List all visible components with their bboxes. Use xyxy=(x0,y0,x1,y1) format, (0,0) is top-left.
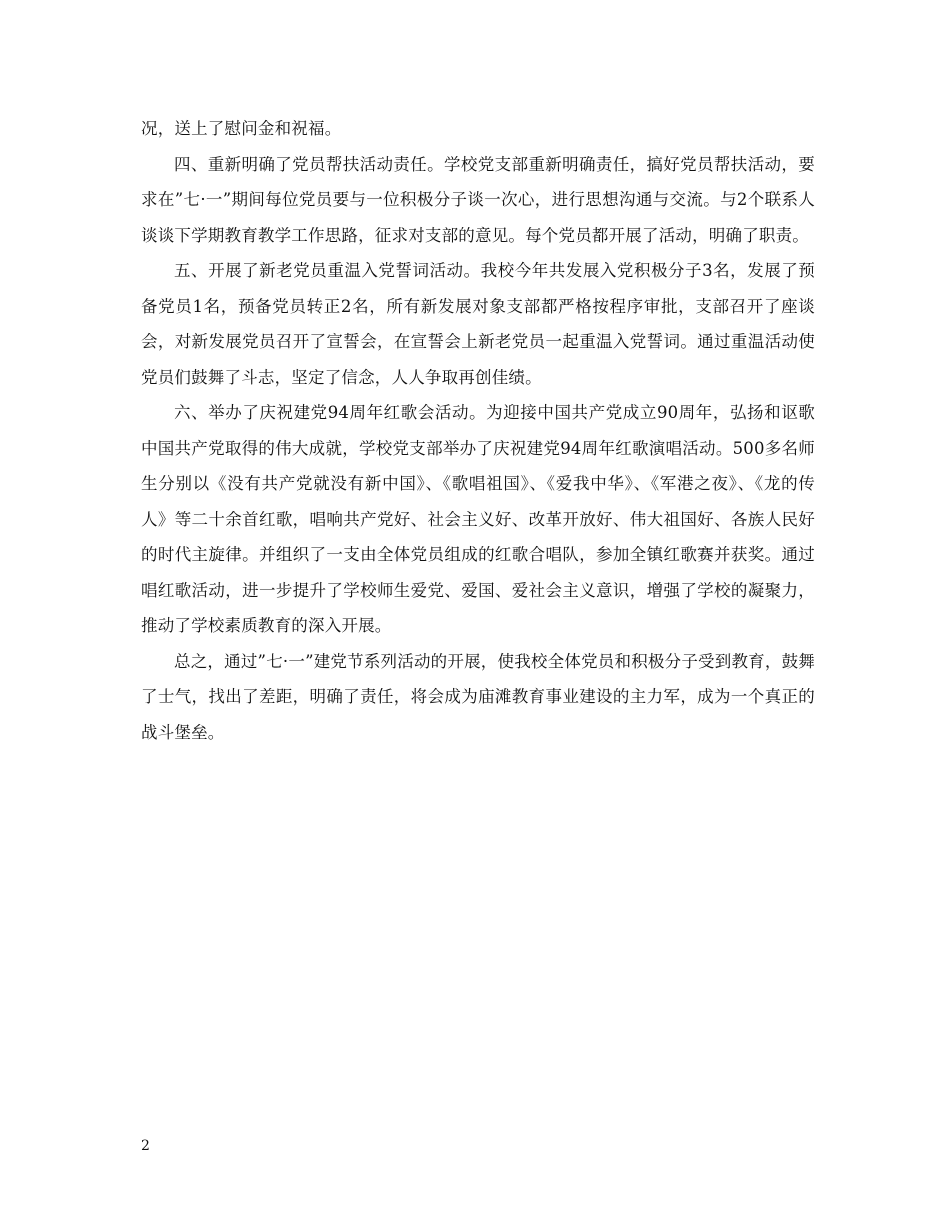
page-number: 2 xyxy=(141,1138,150,1154)
paragraph-conclusion: 总之，通过”七·一”建党节系列活动的开展，使我校全体党员和积极分子受到教育，鼓舞了士气，找出了差距，明确了责任，将会成为庙滩教育事业建设的主力军，成为一个真正的战斗堡垒。 xyxy=(141,651,815,742)
paragraph-section-six: 六、举办了庆祝建党94周年红歌会活动。为迎接中国共产党成立90周年，弘扬和讴歌中国共产党取得的伟大成就，学校党支部举办了庆祝建党94周年红歌演唱活动。500多名师生分别以《没有共产党就没有新中国》、《歌唱祖国》、《爱我中华》、《军港之夜》、《龙的传人》等二十余首红歌，唱响共产党好、社会主义好、改革开放好、伟大祖国好、各族人民好的时代主旋律。并组织了一支由全体党员组成的红歌合唱队，参加全镇红歌赛并获奖。通过唱红歌活动，进一步提升了学校师生爱党、爱国、爱社会主义意识，增强了学校的凝聚力，推动了学校素质教育的深入开展。 xyxy=(141,403,815,635)
document-body xyxy=(141,111,815,750)
paragraph-section-four: 四、重新明确了党员帮扶活动责任。学校党支部重新明确责任，搞好党员帮扶活动，要求在”七·一”期间每位党员要与一位积极分子谈一次心，进行思想沟通与交流。与2个联系人谈谈下学期教育教学工作思路，征求对支部的意见。每个党员都开展了活动，明确了职责。 xyxy=(141,154,815,245)
paragraph-section-five: 五、开展了新老党员重温入党誓词活动。我校今年共发展入党积极分子3名，发展了预备党员1名，预备党员转正2名，所有新发展对象支部都严格按程序审批，支部召开了座谈会，对新发展党员召开了宣誓会，在宣誓会上新老党员一起重温入党誓词。通过重温活动使党员们鼓舞了斗志，坚定了信念，人人争取再创佳绩。 xyxy=(141,261,815,387)
paragraph-continuation: 况，送上了慰问金和祝福。 xyxy=(141,119,342,138)
